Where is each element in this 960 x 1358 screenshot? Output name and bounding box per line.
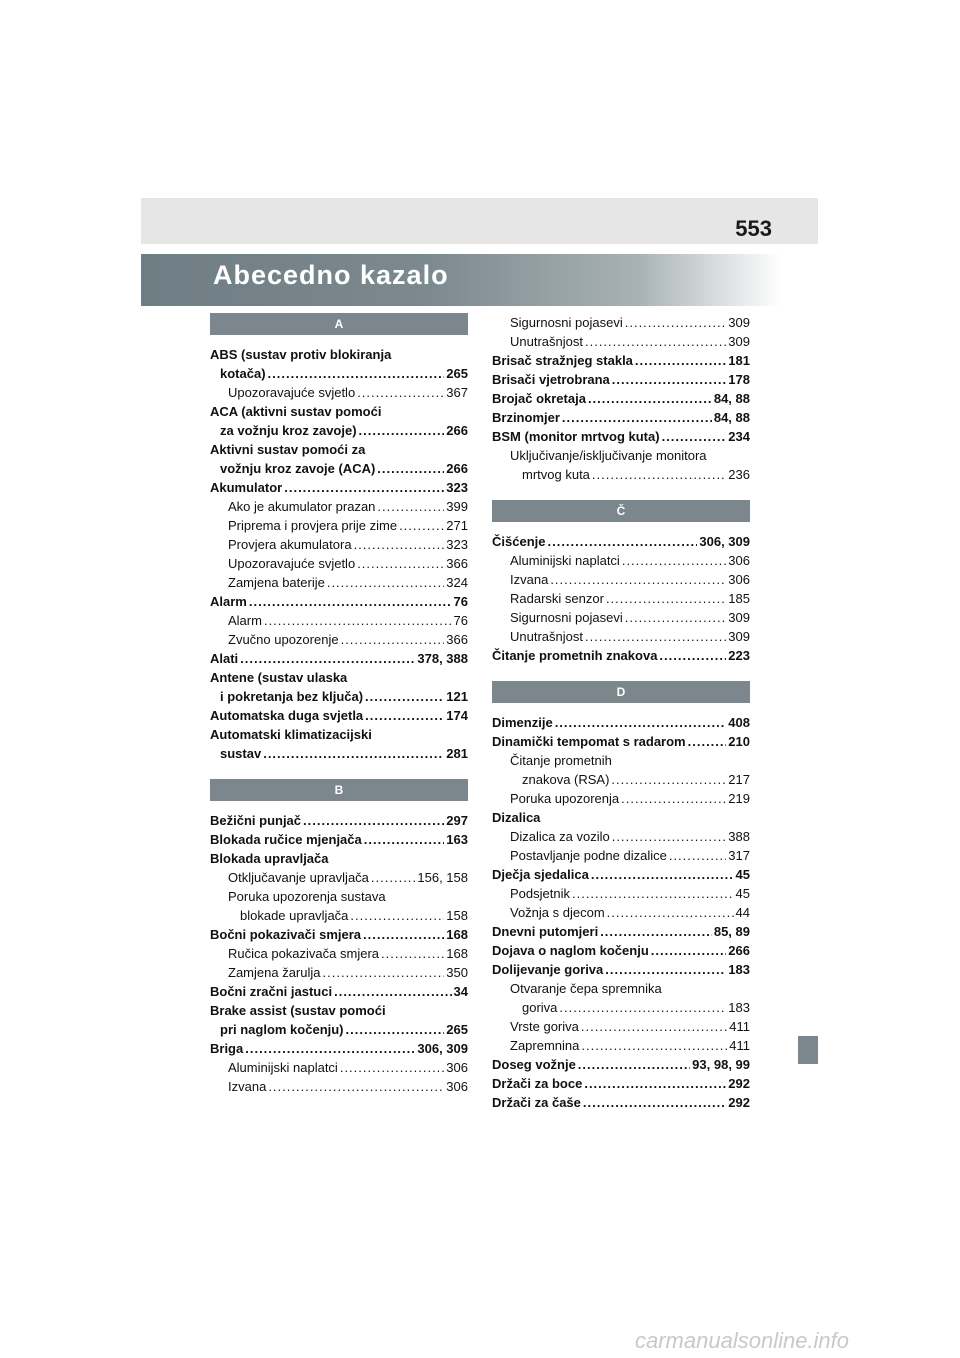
- index-entry: [492, 532, 750, 551]
- section-spacer: [492, 484, 750, 500]
- watermark: carmanualsonline.info: [635, 1328, 850, 1353]
- title-banner: [141, 254, 781, 306]
- dot-leader: [572, 884, 734, 903]
- entry-page-ref: 323: [446, 537, 468, 552]
- entry-term: Dolijevanje goriva: [492, 962, 604, 977]
- entry-term: Provjera akumulatora: [228, 537, 352, 552]
- entry-term: ACA (aktivni sustav pomoći: [210, 404, 382, 419]
- dot-leader: [592, 465, 726, 484]
- index-entry: [210, 592, 468, 611]
- index-entry: [492, 627, 750, 646]
- entry-page-ref: 84, 88: [713, 410, 750, 425]
- dot-leader: [585, 332, 726, 351]
- entry-page-ref: 185: [728, 591, 750, 606]
- index-entry: [210, 887, 468, 906]
- entry-term: Brisači vjetrobrana: [492, 372, 610, 387]
- entry-term: Vrste goriva: [510, 1019, 579, 1034]
- dot-leader: [357, 383, 444, 402]
- entry-page-ref: 168: [446, 946, 468, 961]
- section-header: A: [210, 313, 468, 335]
- entry-term: Bočni pokazivači smjera: [210, 927, 362, 942]
- index-entry: [492, 884, 750, 903]
- entry-page-ref: 281: [446, 746, 468, 761]
- entry-term: Dizalica: [492, 810, 541, 825]
- entry-page-ref: 309: [728, 315, 750, 330]
- dot-leader: [359, 421, 445, 440]
- entry-term: Bežični punjač: [210, 813, 302, 828]
- dot-leader: [612, 370, 727, 389]
- entry-page-ref: 178: [728, 372, 750, 387]
- entry-term: Izvana: [228, 1079, 267, 1094]
- index-entry: [492, 646, 750, 665]
- entry-term: Antene (sustav ulaska: [210, 670, 348, 685]
- page-header-bar: [141, 198, 818, 244]
- index-entry: [210, 649, 468, 668]
- entry-term: BSM (monitor mrtvog kuta): [492, 429, 660, 444]
- entry-term: sustav: [220, 746, 262, 761]
- entry-page-ref: 183: [728, 962, 750, 977]
- index-entry: [492, 751, 750, 770]
- entry-page-ref: 45: [735, 867, 750, 882]
- entry-term: Doseg vožnje: [492, 1057, 576, 1072]
- entry-page-ref: 210: [728, 734, 750, 749]
- entry-page-ref: 317: [728, 848, 750, 863]
- dot-leader: [562, 408, 712, 427]
- entry-term: Izvana: [510, 572, 549, 587]
- index-entry: [210, 611, 468, 630]
- entry-page-ref: 324: [446, 575, 468, 590]
- entry-term: Automatska duga svjetla: [210, 708, 364, 723]
- index-entry: [210, 459, 468, 478]
- entry-term: znakova (RSA): [522, 772, 610, 787]
- dot-leader: [605, 960, 726, 979]
- index-entry: [210, 725, 468, 744]
- entry-page-ref: 388: [728, 829, 750, 844]
- dot-leader: [346, 1020, 445, 1039]
- dot-leader: [399, 516, 444, 535]
- entry-page-ref: 306: [728, 553, 750, 568]
- dot-leader: [249, 592, 452, 611]
- dot-leader: [555, 713, 727, 732]
- dot-leader: [669, 846, 726, 865]
- dot-leader: [268, 364, 445, 383]
- index-entry: [492, 998, 750, 1017]
- entry-page-ref: 84, 88: [713, 391, 750, 406]
- entry-term: Akumulator: [210, 480, 283, 495]
- entry-page-ref: 168: [446, 927, 468, 942]
- entry-page-ref: 217: [728, 772, 750, 787]
- dot-leader: [354, 535, 445, 554]
- entry-term: Poruka upozorenja: [510, 791, 620, 806]
- entry-term: ABS (sustav protiv blokiranja: [210, 347, 392, 362]
- dot-leader: [584, 1074, 726, 1093]
- dot-leader: [381, 944, 444, 963]
- entry-term: Otvaranje čepa spremnika: [510, 981, 662, 996]
- index-entry: [492, 389, 750, 408]
- index-entry: [492, 332, 750, 351]
- entry-term: Priprema i provjera prije zime: [228, 518, 398, 533]
- entry-term: Alati: [210, 651, 239, 666]
- entry-term: Alarm: [210, 594, 247, 609]
- entry-page-ref: 350: [446, 965, 468, 980]
- index-entry: [492, 960, 750, 979]
- entry-page-ref: 236: [728, 467, 750, 482]
- dot-leader: [264, 611, 452, 630]
- index-entry: [492, 427, 750, 446]
- dot-leader: [334, 982, 451, 1001]
- entry-page-ref: 93, 98, 99: [692, 1057, 750, 1072]
- entry-term: Aluminijski naplatci: [510, 553, 620, 568]
- entry-term: Čitanje prometnih znakova: [492, 648, 658, 663]
- entry-term: Automatski klimatizacijski: [210, 727, 372, 742]
- index-entry: [492, 941, 750, 960]
- index-entry: [210, 744, 468, 763]
- index-entry: [210, 830, 468, 849]
- entry-term: Aluminijski naplatci: [228, 1060, 338, 1075]
- entry-page-ref: 378, 388: [417, 651, 468, 666]
- index-entry: [210, 906, 468, 925]
- dot-leader: [651, 941, 727, 960]
- entry-page-ref: 323: [446, 480, 468, 495]
- index-entry: [492, 370, 750, 389]
- entry-term: Brzinomjer: [492, 410, 560, 425]
- entry-page-ref: 306, 309: [417, 1041, 468, 1056]
- index-entry: [210, 1077, 468, 1096]
- entry-page-ref: 306: [446, 1079, 468, 1094]
- dot-leader: [588, 389, 712, 408]
- index-column-left: [210, 313, 468, 1096]
- dot-leader: [284, 478, 444, 497]
- entry-term: Blokada upravljača: [210, 851, 329, 866]
- dot-leader: [625, 313, 727, 332]
- entry-page-ref: 219: [728, 791, 750, 806]
- index-entry: [210, 497, 468, 516]
- dot-leader: [606, 589, 726, 608]
- entry-term: Ako je akumulator prazan: [228, 499, 376, 514]
- index-entry: [492, 1017, 750, 1036]
- entry-page-ref: 366: [446, 556, 468, 571]
- entry-page-ref: 183: [728, 1000, 750, 1015]
- entry-term: pri naglom kočenju): [220, 1022, 344, 1037]
- entry-term: Postavljanje podne dizalice: [510, 848, 667, 863]
- entry-page-ref: 266: [446, 423, 468, 438]
- entry-term: Zamjena baterije: [228, 575, 325, 590]
- entry-term: Zamjena žarulja: [228, 965, 321, 980]
- index-entry: [492, 551, 750, 570]
- dot-leader: [547, 532, 697, 551]
- index-entry: [210, 573, 468, 592]
- entry-term: Aktivni sustav pomoći za: [210, 442, 366, 457]
- index-entry: [210, 364, 468, 383]
- entry-page-ref: 366: [446, 632, 468, 647]
- section-spacer: [210, 763, 468, 779]
- dot-leader: [625, 608, 727, 627]
- entry-term: mrtvog kuta: [522, 467, 590, 482]
- entry-page-ref: 399: [446, 499, 468, 514]
- section-header: D: [492, 681, 750, 703]
- index-entry: [492, 408, 750, 427]
- entry-term: Dječja sjedalica: [492, 867, 589, 882]
- index-entry: [492, 979, 750, 998]
- index-entry: [210, 668, 468, 687]
- dot-leader: [621, 789, 726, 808]
- index-entry: [210, 868, 468, 887]
- entry-term: Čišćenje: [492, 534, 546, 549]
- index-entry: [210, 478, 468, 497]
- entry-page-ref: 76: [453, 613, 468, 628]
- index-entry: [492, 351, 750, 370]
- entry-term: Upozoravajuće svjetlo: [228, 556, 356, 571]
- entry-term: Dinamički tempomat s radarom: [492, 734, 686, 749]
- index-entry: [492, 789, 750, 808]
- dot-leader: [611, 770, 726, 789]
- entry-term: Sigurnosni pojasevi: [510, 610, 623, 625]
- section-header: Č: [492, 500, 750, 522]
- entry-term: Blokada ručice mjenjača: [210, 832, 362, 847]
- entry-term: Bočni zračni jastuci: [210, 984, 333, 999]
- entry-term: Unutrašnjost: [510, 629, 583, 644]
- index-entry: [210, 630, 468, 649]
- index-entry: [210, 982, 468, 1001]
- index-entry: [492, 465, 750, 484]
- entry-page-ref: 158: [446, 908, 468, 923]
- dot-leader: [591, 865, 734, 884]
- dot-leader: [365, 706, 444, 725]
- dot-leader: [607, 903, 734, 922]
- dot-leader: [635, 351, 726, 370]
- entry-term: vožnju kroz zavoje (ACA): [220, 461, 376, 476]
- index-entry: [210, 1020, 468, 1039]
- entry-term: Radarski senzor: [510, 591, 604, 606]
- index-entry: [210, 535, 468, 554]
- entry-term: Zapremnina: [510, 1038, 580, 1053]
- dot-leader: [340, 1058, 444, 1077]
- entry-page-ref: 309: [728, 334, 750, 349]
- entry-term: za vožnju kroz zavoje): [220, 423, 357, 438]
- dot-leader: [612, 827, 727, 846]
- entry-term: Dimenzije: [492, 715, 553, 730]
- entry-page-ref: 163: [446, 832, 468, 847]
- entry-term: Vožnja s djecom: [510, 905, 605, 920]
- entry-page-ref: 271: [446, 518, 468, 533]
- index-entry: [492, 1093, 750, 1112]
- entry-term: Dojava o naglom kočenju: [492, 943, 649, 958]
- entry-page-ref: 223: [728, 648, 750, 663]
- index-entry: [492, 1074, 750, 1093]
- entry-term: Zvučno upozorenje: [228, 632, 339, 647]
- dot-leader: [365, 687, 444, 706]
- entry-page-ref: 309: [728, 629, 750, 644]
- dot-leader: [363, 925, 444, 944]
- index-entry: [492, 770, 750, 789]
- entry-page-ref: 292: [728, 1076, 750, 1091]
- entry-page-ref: 292: [728, 1095, 750, 1110]
- dot-leader: [240, 649, 415, 668]
- entry-term: Brisač stražnjeg stakla: [492, 353, 633, 368]
- dot-leader: [268, 1077, 444, 1096]
- index-entry: [492, 570, 750, 589]
- dot-leader: [585, 627, 726, 646]
- dot-leader: [578, 1055, 690, 1074]
- dot-leader: [600, 922, 712, 941]
- entry-term: Dizalica za vozilo: [510, 829, 610, 844]
- entry-page-ref: 45: [735, 886, 750, 901]
- entry-page-ref: 266: [446, 461, 468, 476]
- entry-term: Briga: [210, 1041, 244, 1056]
- entry-term: Držači za čaše: [492, 1095, 581, 1110]
- index-entry: [210, 811, 468, 830]
- entry-page-ref: 234: [728, 429, 750, 444]
- entry-term: Brake assist (sustav pomoći: [210, 1003, 386, 1018]
- index-entry: [492, 808, 750, 827]
- thumb-index-tab: [798, 1036, 818, 1064]
- index-entry: [210, 1001, 468, 1020]
- entry-term: kotača): [220, 366, 266, 381]
- dot-leader: [364, 830, 445, 849]
- index-entry: [210, 421, 468, 440]
- entry-term: Uključivanje/isključivanje monitora: [510, 448, 707, 463]
- dot-leader: [662, 427, 727, 446]
- entry-term: Unutrašnjost: [510, 334, 583, 349]
- dot-leader: [559, 998, 726, 1017]
- dot-leader: [622, 551, 726, 570]
- entry-page-ref: 266: [728, 943, 750, 958]
- entry-term: Brojač okretaja: [492, 391, 586, 406]
- entry-page-ref: 297: [446, 813, 468, 828]
- entry-page-ref: 408: [728, 715, 750, 730]
- entry-page-ref: 34: [453, 984, 468, 999]
- index-entry: [492, 589, 750, 608]
- dot-leader: [341, 630, 445, 649]
- index-entry: [210, 1058, 468, 1077]
- index-entry: [492, 846, 750, 865]
- index-entry: [210, 554, 468, 573]
- dot-leader: [377, 497, 444, 516]
- index-entry: [492, 313, 750, 332]
- dot-leader: [583, 1093, 726, 1112]
- entry-page-ref: 309: [728, 610, 750, 625]
- entry-page-ref: 156, 158: [417, 870, 468, 885]
- entry-term: Držači za boce: [492, 1076, 583, 1091]
- dot-leader: [327, 573, 444, 592]
- page-number: 553: [735, 216, 772, 241]
- entry-page-ref: 306, 309: [699, 534, 750, 549]
- index-entry: [492, 865, 750, 884]
- entry-page-ref: 265: [446, 366, 468, 381]
- index-entry: [210, 345, 468, 364]
- entry-term: Ručica pokazivača smjera: [228, 946, 380, 961]
- index-entry: [492, 1055, 750, 1074]
- entry-page-ref: 181: [728, 353, 750, 368]
- index-column-right: [492, 313, 750, 1112]
- index-entry: [210, 706, 468, 725]
- index-entry: [492, 608, 750, 627]
- dot-leader: [550, 570, 726, 589]
- index-entry: [492, 922, 750, 941]
- dot-leader: [323, 963, 445, 982]
- index-entry: [210, 516, 468, 535]
- index-entry: [210, 402, 468, 421]
- index-entry: [210, 383, 468, 402]
- dot-leader: [245, 1039, 415, 1058]
- dot-leader: [581, 1017, 727, 1036]
- dot-leader: [263, 744, 444, 763]
- index-entry: [492, 1036, 750, 1055]
- index-entry: [210, 963, 468, 982]
- entry-page-ref: 306: [728, 572, 750, 587]
- entry-page-ref: 44: [735, 905, 750, 920]
- index-entry: [492, 446, 750, 465]
- entry-term: Alarm: [228, 613, 262, 628]
- entry-term: Sigurnosni pojasevi: [510, 315, 623, 330]
- entry-term: Dnevni putomjeri: [492, 924, 599, 939]
- dot-leader: [371, 868, 415, 887]
- section-header: B: [210, 779, 468, 801]
- index-entry: [210, 1039, 468, 1058]
- index-entry: [210, 849, 468, 868]
- page-title: Abecedno kazalo: [213, 260, 449, 290]
- entry-page-ref: 85, 89: [713, 924, 750, 939]
- entry-term: goriva: [522, 1000, 558, 1015]
- dot-leader: [377, 459, 444, 478]
- entry-page-ref: 306: [446, 1060, 468, 1075]
- entry-term: Upozoravajuće svjetlo: [228, 385, 356, 400]
- dot-leader: [581, 1036, 727, 1055]
- dot-leader: [303, 811, 444, 830]
- entry-page-ref: 174: [446, 708, 468, 723]
- entry-term: blokade upravljača: [240, 908, 349, 923]
- entry-page-ref: 411: [729, 1019, 750, 1034]
- entry-term: Podsjetnik: [510, 886, 570, 901]
- entry-page-ref: 76: [453, 594, 468, 609]
- dot-leader: [357, 554, 444, 573]
- index-entry: [210, 687, 468, 706]
- entry-term: Otključavanje upravljača: [228, 870, 369, 885]
- dot-leader: [350, 906, 444, 925]
- entry-term: Poruka upozorenja sustava: [228, 889, 386, 904]
- index-entry: [492, 903, 750, 922]
- index-entry: [492, 713, 750, 732]
- entry-term: Čitanje prometnih: [510, 753, 612, 768]
- index-entry: [210, 440, 468, 459]
- index-entry: [492, 732, 750, 751]
- index-entry: [210, 944, 468, 963]
- dot-leader: [688, 732, 727, 751]
- entry-page-ref: 265: [446, 1022, 468, 1037]
- index-entry: [492, 827, 750, 846]
- section-spacer: [492, 665, 750, 681]
- entry-page-ref: 367: [446, 385, 468, 400]
- index-entry: [210, 925, 468, 944]
- entry-page-ref: 411: [729, 1038, 750, 1053]
- entry-term: i pokretanja bez ključa): [220, 689, 364, 704]
- entry-page-ref: 121: [446, 689, 468, 704]
- dot-leader: [659, 646, 726, 665]
